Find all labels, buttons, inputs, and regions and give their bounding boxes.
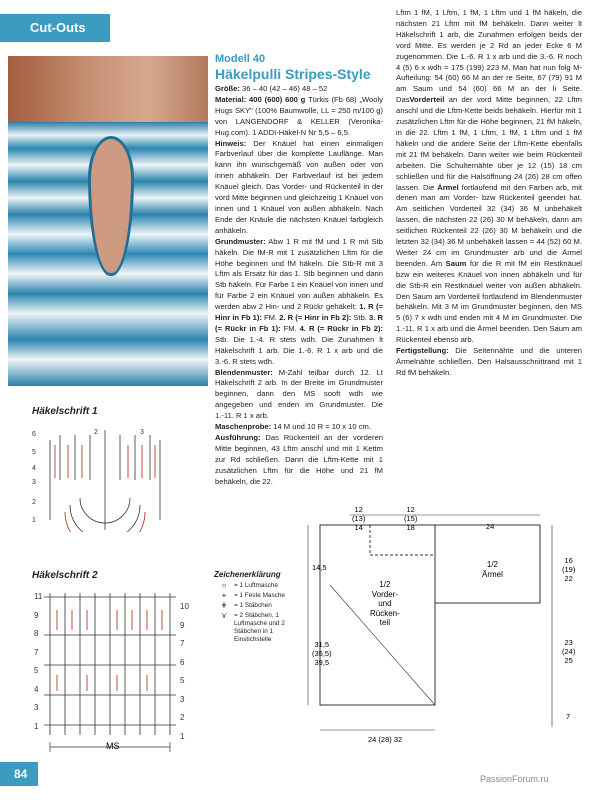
label: Saum (445, 258, 467, 268)
ms-label: MS (106, 741, 120, 751)
material-paragraph (215, 95, 383, 139)
sleeve-label: 1/2 Ärmel (482, 560, 503, 579)
dim-right-top: 16 (19) 22 (562, 556, 576, 583)
text: an der vord Mitte beginnen, 22 Lftm anschl und die Lftm-Kette beids behäkeln. Hierfür mit 1 zusätzlichen Lftm für die Höhe beginnen, 21 fM häkeln, in die 22. Lftm 1 fM, 1 Lftm, 1 fM, 1 Lftm und 1 fM häkeln und die andere Seite der Lftm-Kette ebenfalls mit 21 fM behäkeln. Dann weiter wie beim Rückenteil arbeiten. Die Schulternähte über je 12 (15) 18 cm schließen und für die Halsöffnung 24 (26) 28 cm offen lassen. Die (396, 95, 582, 192)
row-num: 10 (180, 602, 189, 611)
single-crochet-icon: + (221, 591, 227, 600)
chart1-title: Häkelschrift 1 (32, 406, 98, 417)
svg-text:4: 4 (32, 465, 36, 472)
base-pattern-paragraph (215, 237, 383, 368)
label: Hinweis: (215, 138, 247, 148)
text: Abw 1 R mit fM und 1 R mit Stb häkeln. Die fM-R mit 1 zusätzlichen Lftm für die Höhe beginnen und fM häkeln. Die Stb-R mit 3 Lftm als Ersatz für das 1. Stb beginnen und dann Stb häkeln. Für Farbe 1 ein Knäuel von innen und für Farbe 2 ein Knäuel von außen abhäkeln. Es werden abw 2 Hin- und 2 Rückr gehäkelt: (215, 236, 383, 312)
body-piece-label: 1/2 Vorder- und Rücken- teil (370, 580, 400, 627)
model-number: Modell 40 (215, 53, 266, 65)
text: Lftm 1 fM, 1 Lftm, 1 fM, 1 Lftm und 1 fM häkeln, die nächsten 21 Lftm mit fM behäkeln. Dann weiter lt Häkelschrift 1 arb, die Zunahmen erfolgen beids der vord Mitte. Es werden je 2 Rd an jeder Ecke 6 M zugenommen. Die 1.-6. R 1 x arb und die 3.-6. R noch 4 (5) 6 x wdh = 175 (199) 223 M. Man hat nun folg M-Aufteilung: 54 (60) 66 M an der re Seite, 67 (79) 91 M am Saum und 54 (60) 66 M an der li Seite. Das (396, 8, 582, 105)
label: Vorderteil (409, 95, 445, 105)
size-paragraph (215, 84, 383, 95)
chart2-title: Häkelschrift 2 (32, 570, 98, 581)
row-num: 7 (34, 647, 39, 657)
legend-text: = 1 Feste Masche (234, 592, 285, 599)
row-num: 3 (34, 703, 39, 712)
dim-right-bottom: 7 (566, 712, 571, 721)
label: Größe: (215, 84, 240, 93)
legend-item (214, 612, 309, 644)
svg-text:3: 3 (32, 479, 36, 486)
row-num: 5 (34, 666, 39, 675)
svg-text:2: 2 (94, 429, 98, 436)
gauge-paragraph (215, 422, 383, 433)
label: Material: 400 (600) 600 g (215, 94, 306, 104)
label: Grundmuster: (215, 236, 266, 246)
svg-text:2: 2 (32, 499, 36, 506)
svg-text:6: 6 (32, 431, 36, 438)
row-num: 11 (34, 592, 43, 601)
svg-text:3: 3 (140, 429, 144, 436)
dim-left-top: 14,5 (312, 563, 327, 572)
instructions-paragraph (215, 433, 383, 488)
neck-skin (8, 56, 208, 122)
legend-text: = 1 Stäbchen (234, 602, 272, 609)
row-num: 3 (180, 694, 185, 704)
text: für die R mit fM ein Restknäuel bzw ein weiteres Knäuel von innen abhäkeln und für die Stb-R ein Restknäuel weiter von außen abhäkeln. Den Saum am Vorderteil fortlaufend im Blendenmuster behäkeln. Mit 3 M im Grundmuster beginnen, den MS 5 (6) 7 x wdh und enden mit 4 M im Grundmuster. Die 1.-11. R 1 x arb und die Ärmel beenden. Den Saum am Rückenteil ebenso arb. (396, 258, 582, 345)
row-num: 9 (34, 610, 39, 620)
svg-text:5: 5 (32, 449, 36, 456)
dim-top-right: 24 (486, 522, 495, 531)
row-num: 8 (34, 629, 39, 638)
label: Fertigstellung: (396, 346, 449, 356)
row-num: 2 (180, 713, 185, 722)
chart2-row-numbers-right (180, 598, 189, 746)
legend-item (214, 602, 309, 610)
label: 3. R (= Rückr in Fb 1): (215, 313, 383, 333)
crochet-chart-1 (30, 420, 180, 532)
legend-text: = 2 Stäbchen, 1 Luftmasche und 2 Stäbchen in 1 Einstichstelle (234, 612, 285, 643)
dim-bottom: 24 (28) 32 (368, 735, 403, 744)
page-number: 84 (0, 762, 38, 786)
text: FM. (280, 323, 297, 333)
svg-text:1: 1 (32, 517, 36, 524)
trim-pattern-paragraph (215, 368, 383, 423)
row-num: 9 (180, 620, 185, 630)
legend-item (214, 592, 309, 600)
row-num: 1 (180, 731, 185, 741)
section-header: Cut-Outs (0, 14, 110, 42)
text: Stb. Die 1.-4. R stets wdh. Die Zunahmen lt Häkelschrift 1 arb. Die 1.-6. R 1 x arb und die 3.-6. R stets wdh. (215, 334, 383, 366)
article-column-1 (215, 52, 383, 488)
sweater-photo (8, 56, 208, 386)
label: 2. R (= Hinr in Fb 2): (277, 313, 352, 323)
legend (214, 570, 309, 646)
site-watermark: PassionForum.ru (480, 774, 549, 784)
text: Das Rückenteil an der vorderen Mitte beginnen, 43 Lftm anschl und mit 1 Kettm zur Rd schließen. Dann die Lftm-Kette mit 1 zusätzlichen Lftm für die Höhe und 21 fM behäkeln, die 22. (215, 433, 383, 486)
keyhole-cutout (88, 136, 134, 276)
note-paragraph (215, 139, 383, 237)
row-num: 7 (180, 639, 185, 648)
article-column-2 (396, 8, 582, 379)
text: Stb. (351, 313, 367, 323)
label: Blendenmuster: (215, 367, 273, 377)
label: Ärmel (437, 182, 459, 192)
v-stitch-icon: ⋎ (221, 611, 227, 620)
dim-top-left: 12 (13) 14 (352, 505, 366, 532)
text: FM. (261, 313, 278, 323)
label: Ausführung: (215, 433, 261, 442)
text: 14 M und 10 R = 10 x 10 cm. (271, 422, 371, 432)
text: 36 – 40 (42 – 46) 48 – 52 (239, 84, 328, 93)
row-num: 1 (34, 721, 39, 731)
crochet-chart-2 (30, 585, 200, 760)
article-title: Häkelpulli Stripes-Style (215, 66, 371, 82)
text: Türkis (Fb 68) „Wooly Hugs SKY" (100% Baumwolle, LL = 250 m/100 g) von LANGENDORF & KELLER (Veronika-Hug.com). 1 ADDI-Häkel-N Nr 5,5 – 6,5. (215, 94, 383, 137)
dim-left-bottom: 31,5 (35,5) 39,5 (312, 640, 332, 667)
text: Der Knäuel hat einen einmaligen Farbverlauf über die komplette Lauflänge. Man kann ihn wunschgemäß von außen oder von innen abhäkeln. Der Farbverlauf ist bei jedem Knäuel gleich. Das Vorder- und Rückenteil in der vord Mitte beginnen und gleichzeitig 1 Knäuel von innen und 1 Knäuel von außen abhäkeln. Nach Ende der Knäule die nächsten Knäuel farbgleich anhäkeln. (215, 138, 383, 235)
legend-title: Zeichenerklärung (214, 570, 281, 579)
row-num: 5 (180, 676, 185, 685)
text: fortlaufend mit den Farben arb, mit denen man am Vorder- bzw Rückenteil geendet hat. Am seitlichen Vorderteil 32 (34) 36 M unbehäkelt lassen, die nächsten 22 (26) 30 M behäkeln, dann am seitlichen Rückenteil 22 (26) 30 M behäkeln und die letzten 32 (34) 36 M unbehäkelt lassen = 44 (52) 60 M. Weiter 24 cm im Grundmuster arb und die Ärmel beenden. Am (396, 182, 582, 268)
chain-stitch-icon: ○ (221, 581, 227, 590)
legend-text: = 1 Luftmasche (234, 582, 278, 589)
text: M-Zahl teilbar durch 12. Lt Häkelschrift 2 arb. In der Breite im Grundmuster beginnen, dann den MS sooft wdh wie angegeben und enden im Grundmuster. Die 1.-11. R 1 x arb. (215, 367, 383, 421)
dim-top-mid: 12 (15) 18 (404, 505, 418, 532)
garment-schematic (300, 495, 600, 760)
label: Maschenprobe: (215, 422, 272, 432)
dim-right-mid: 23 (24) 25 (562, 638, 576, 665)
double-crochet-icon: ǂ (221, 601, 227, 610)
row-num: 6 (180, 657, 185, 667)
label: 4. R (= Rückr in Fb 2): (296, 323, 384, 333)
legend-item (214, 582, 309, 590)
chart2-row-numbers-left (34, 588, 42, 736)
row-num: 4 (34, 684, 39, 694)
label: 1. R (= Hinr in Fb 1): (215, 302, 383, 323)
text: Die Seitennähte und die unteren Ärmelnähte schließen. Den Halsausschnittrand mit 1 Rd fM behäkeln. (396, 346, 582, 377)
